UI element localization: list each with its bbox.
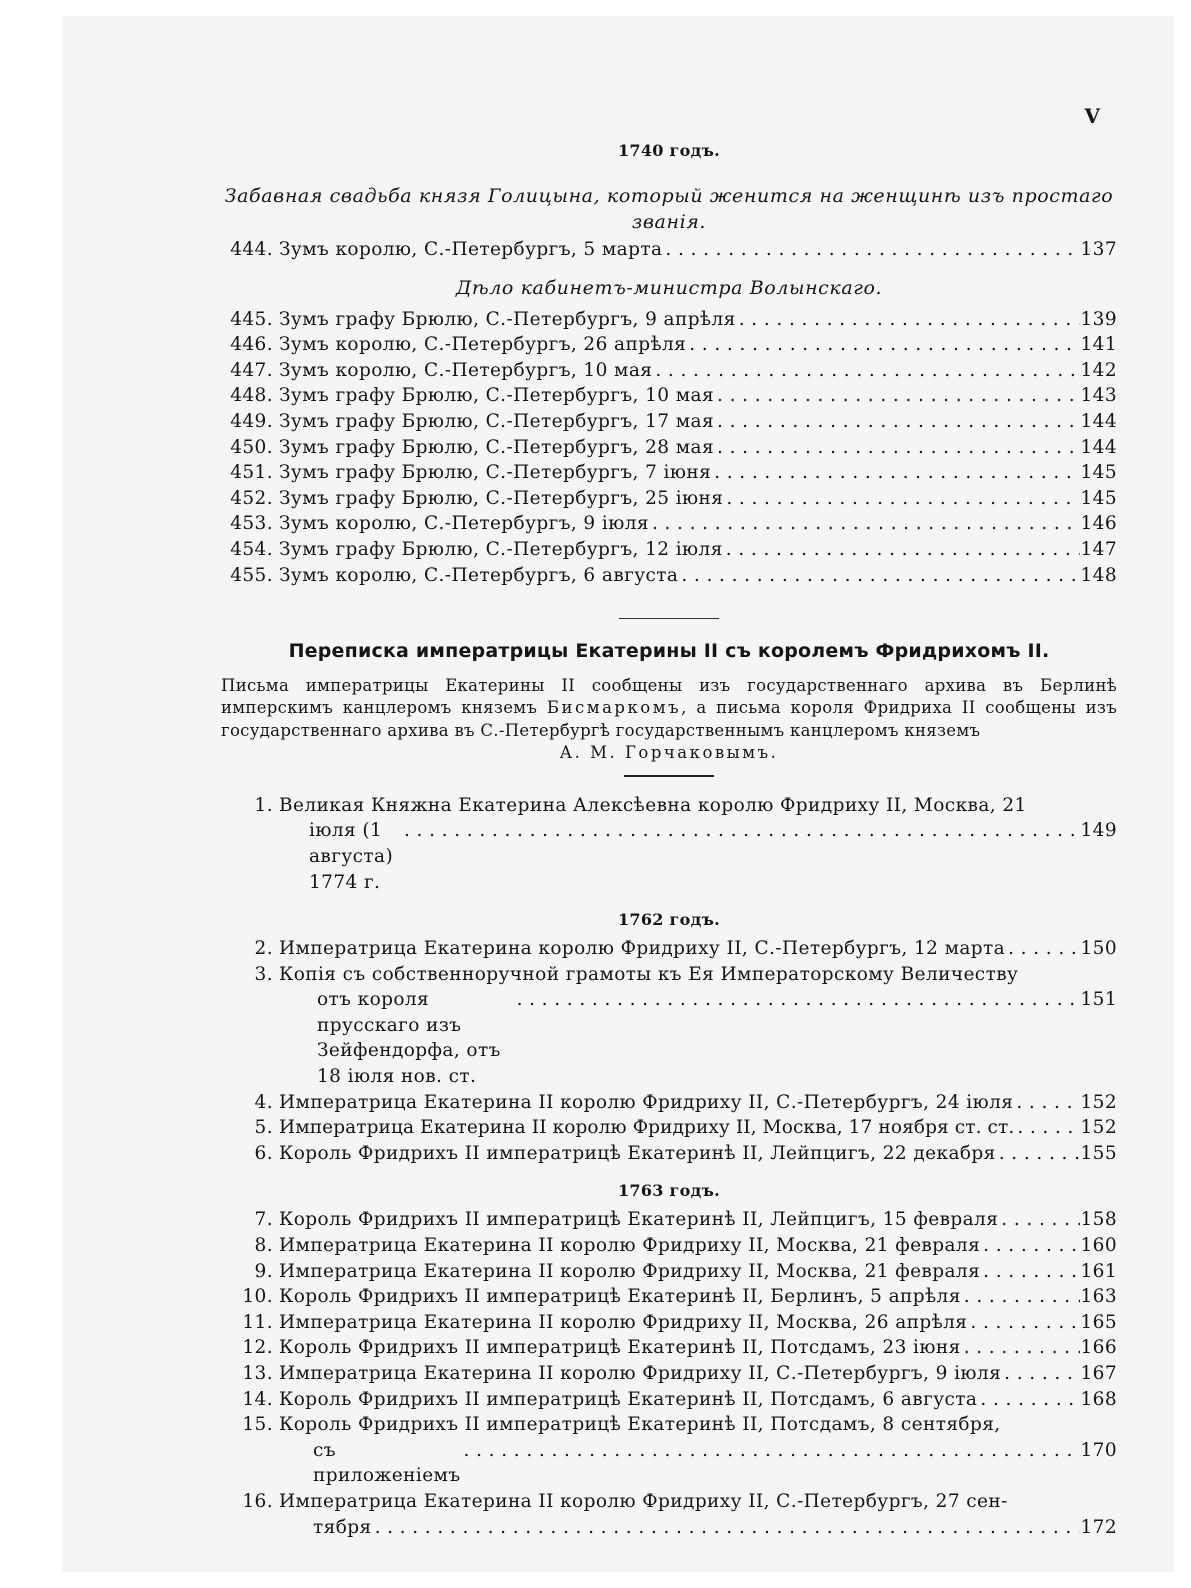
entry-title: Императрица Екатерина королю Фридриху II, С.-Петербургъ, 12 марта <box>279 938 1006 960</box>
entry-title: Зумъ королю, С.-Петербургъ, 5 марта <box>279 239 663 260</box>
year-heading: 1763 годъ. <box>617 1181 721 1201</box>
entry-title-cont: съ приложеніемъ <box>313 1439 461 1487</box>
entry-page: 158 <box>1080 1209 1117 1231</box>
dot-leader <box>714 383 1080 409</box>
toc-entry <box>221 1361 1117 1387</box>
toc-entry <box>221 1090 1117 1116</box>
dot-leader <box>723 537 1081 563</box>
entry-number: 14. <box>242 1388 273 1410</box>
toc-entry <box>221 332 1117 358</box>
dot-leader <box>686 332 1080 358</box>
dot-leader <box>652 358 1080 384</box>
entry-number: 454. <box>230 538 273 560</box>
dot-leader <box>967 1310 1080 1336</box>
entry-page: 144 <box>1080 410 1117 432</box>
entry-page: 150 <box>1080 938 1117 960</box>
entry-page: 146 <box>1080 513 1117 535</box>
entry-number: 452. <box>230 487 273 509</box>
dot-leader <box>980 1233 1080 1259</box>
entry-number: 4. <box>254 1091 273 1113</box>
toc-entry <box>221 1233 1117 1259</box>
entry-title: Зумъ графу Брюлю, С.-Петербургъ, 7 іюня <box>279 462 712 484</box>
entry-page: 172 <box>1080 1516 1117 1538</box>
entry-page: 151 <box>1080 989 1117 1011</box>
toc-entry <box>221 793 1117 895</box>
toc-entry <box>221 1412 1117 1489</box>
entry-page: 145 <box>1080 487 1117 509</box>
entry-number: 447. <box>230 359 273 381</box>
entry-page: 147 <box>1080 538 1117 560</box>
dot-leader <box>649 511 1081 537</box>
dot-leader <box>461 1438 1081 1464</box>
entry-number: 12. <box>242 1337 273 1359</box>
dot-leader <box>961 1335 1081 1361</box>
entry-number: 455. <box>230 564 273 586</box>
section-heading: Переписка императрицы Екатерины II съ королемъ Фридрихомъ II. <box>288 640 1050 663</box>
entry-number: 9. <box>254 1260 273 1282</box>
entry-page: 143 <box>1080 385 1117 407</box>
entry-page: 163 <box>1080 1286 1117 1308</box>
dot-leader <box>372 1515 1081 1541</box>
entry-title: Императрица Екатерина II королю Фридриху II, С.-Петербургъ, 24 іюля <box>279 1091 1014 1113</box>
entry-page: 152 <box>1080 1117 1117 1139</box>
entry-page: 139 <box>1080 308 1117 330</box>
year-heading: 1740 годъ. <box>617 141 721 160</box>
year-heading: 1762 годъ. <box>617 910 721 930</box>
entry-page: 165 <box>1080 1311 1117 1333</box>
entry-title: Король Фридрихъ II императрицѣ Екатеринѣ II, Берлинъ, 5 апрѣля <box>279 1286 961 1308</box>
entry-page: 161 <box>1080 1260 1117 1282</box>
dot-leader <box>401 818 1080 844</box>
toc-entry <box>221 307 1117 333</box>
entry-number: 15. <box>242 1414 273 1436</box>
entry-number: 445. <box>230 308 273 330</box>
entry-number: 8. <box>254 1235 273 1257</box>
subheading: Забавная свадьба князя Голицына, который женится на женщинѣ изъ простаго званія. <box>224 185 1114 233</box>
toc-entry <box>221 1141 1117 1167</box>
toc-entry <box>221 537 1117 563</box>
toc-entry <box>221 237 1117 263</box>
entry-number: 3. <box>254 963 273 985</box>
entry-number: 16. <box>242 1490 273 1512</box>
entry-number: 11. <box>242 1311 273 1333</box>
entry-number: 2. <box>254 938 273 960</box>
toc-entry <box>221 358 1117 384</box>
dot-leader <box>1005 936 1080 962</box>
dot-leader <box>723 486 1080 512</box>
toc-entry <box>221 1387 1117 1413</box>
toc-list <box>221 1207 1117 1412</box>
entry-title: Король Фридрихъ II императрицѣ Екатеринѣ II, Потсдамъ, 6 августа <box>279 1388 978 1410</box>
entry-page: 144 <box>1080 436 1117 458</box>
entry-title: Великая Княжна Екатерина Алексѣевна королю Фридриху II, Москва, 21 <box>279 794 1027 816</box>
entry-title: Зумъ графу Брюлю, С.-Петербургъ, 9 апрѣля <box>279 308 736 330</box>
dot-leader <box>736 307 1081 333</box>
dot-leader <box>514 987 1081 1013</box>
toc-entry <box>221 1115 1117 1141</box>
entry-title: Король Фридрихъ II императрицѣ Екатеринѣ II, Лейпцигъ, 15 февраля <box>279 1209 999 1231</box>
entry-title: Зумъ графу Брюлю, С.-Петербургъ, 10 мая <box>279 385 715 407</box>
entry-number: 446. <box>230 334 273 356</box>
entry-number: 5. <box>254 1117 273 1139</box>
entry-title: Копія съ собственноручной грамоты къ Ея Императорскому Величеству <box>279 963 1019 985</box>
dot-leader <box>678 563 1080 589</box>
entry-number: 13. <box>242 1363 273 1384</box>
entry-title: Зумъ графу Брюлю, С.-Петербургъ, 17 мая <box>279 410 715 432</box>
intro-name: Бисмаркомъ <box>546 698 682 718</box>
entry-number: 450. <box>230 436 273 458</box>
toc-entry <box>221 1284 1117 1310</box>
intro-text: Письма императрицы Екатерины II сообщены изъ государственнаго архива въ Берлинѣ имперскимъ канцлеромъ княземъ <box>221 675 1117 718</box>
toc-entry <box>221 383 1117 409</box>
entry-number: 451. <box>230 462 273 484</box>
entry-title: Зумъ королю, С.-Петербургъ, 10 мая <box>279 359 653 381</box>
entry-number: 10. <box>242 1286 273 1308</box>
entry-page: 141 <box>1080 334 1117 356</box>
intro-name: А. М. Горчаковымъ. <box>559 743 779 763</box>
intro-text: , а письма короля Фридриха II сообщены изъ государственнаго архива въ С.-Петербургѣ государственнымъ канцлеромъ княземъ <box>221 698 1118 740</box>
entry-title: Король Фридрихъ II императрицѣ Екатеринѣ II, Потсдамъ, 8 сентября, <box>279 1414 1001 1436</box>
dot-leader <box>714 435 1080 461</box>
entry-title-cont: іюля (1 августа) 1774 г. <box>309 820 394 893</box>
toc-entry <box>221 563 1117 589</box>
toc-entry <box>221 936 1117 962</box>
entry-number: 448. <box>230 385 273 407</box>
toc-entry <box>221 460 1117 486</box>
entry-number: 6. <box>254 1142 273 1164</box>
entry-page: 145 <box>1080 462 1117 484</box>
toc-entry <box>221 1207 1117 1233</box>
entry-title: Императрица Екатерина II королю Фридриху II, Москва, 21 февраля <box>279 1235 981 1257</box>
dot-leader <box>980 1259 1080 1285</box>
entry-number: 449. <box>230 410 273 432</box>
entry-number: 453. <box>230 513 273 535</box>
dot-leader <box>662 237 1080 263</box>
entry-page: 152 <box>1080 1091 1117 1113</box>
entry-title: Зумъ графу Брюлю, С.-Петербургъ, 12 іюля <box>279 538 723 560</box>
entry-title: Императрица Екатерина II королю Фридриху II, Москва, 21 февраля <box>279 1260 981 1282</box>
entry-title: Зумъ королю, С.-Петербургъ, 9 іюля <box>279 513 649 535</box>
entry-title: Зумъ графу Брюлю, С.-Петербургъ, 25 іюня <box>279 487 724 509</box>
toc-entry <box>221 435 1117 461</box>
entry-page: 149 <box>1080 820 1117 842</box>
entry-title-cont: отъ короля прусскаго изъ Зейфендорфа, отъ 18 іюля нов. ст. <box>317 989 501 1088</box>
entry-page: 142 <box>1080 359 1117 381</box>
entry-page: 137 <box>1080 239 1117 260</box>
dot-leader <box>977 1387 1080 1413</box>
entry-title: Зумъ графу Брюлю, С.-Петербургъ, 28 мая <box>279 436 715 458</box>
dot-leader <box>714 409 1080 435</box>
dot-leader <box>1014 1115 1080 1141</box>
dot-leader <box>711 460 1080 486</box>
toc-entry <box>221 409 1117 435</box>
toc-list <box>221 307 1117 589</box>
entry-page: 155 <box>1080 1142 1117 1164</box>
entry-page: 166 <box>1080 1337 1117 1359</box>
toc-entry <box>221 486 1117 512</box>
entry-page: 167 <box>1080 1363 1117 1384</box>
toc-entry <box>221 962 1117 1090</box>
document-page <box>62 16 1174 1572</box>
entry-title: Король Фридрихъ II императрицѣ Екатеринѣ II, Лейпцигъ, 22 декабря <box>279 1142 996 1164</box>
entry-number: 7. <box>254 1209 273 1231</box>
dot-leader <box>996 1141 1081 1167</box>
entry-title: Зумъ королю, С.-Петербургъ, 6 августа <box>279 564 679 586</box>
toc-entry <box>221 1310 1117 1336</box>
entry-title: Императрица Екатерина II королю Фридриху II, С.-Петербургъ, 9 іюля <box>279 1363 1002 1384</box>
toc-entry <box>221 511 1117 537</box>
dot-leader <box>1001 1361 1080 1387</box>
entry-page: 160 <box>1080 1235 1117 1257</box>
toc-entry <box>221 1489 1117 1540</box>
entry-title: Императрица Екатерина II королю Фридриху II, Москва, 26 апрѣля <box>279 1311 968 1333</box>
subheading: Дѣло кабинетъ-министра Волынскаго. <box>455 276 883 299</box>
toc-content <box>221 16 1117 1540</box>
dot-leader <box>961 1284 1081 1310</box>
entry-number: 444. <box>230 239 273 260</box>
entry-page: 148 <box>1080 564 1117 586</box>
intro-paragraph <box>221 675 1117 765</box>
entry-number: 1. <box>254 794 273 816</box>
entry-title: Императрица Екатерина II королю Фридриху II, С.-Петербургъ, 27 сен- <box>279 1490 1008 1512</box>
entry-title-cont: тября <box>313 1516 372 1538</box>
page-number: V <box>1084 104 1100 128</box>
entry-title: Зумъ королю, С.-Петербургъ, 26 апрѣля <box>279 334 687 356</box>
entry-title: Императрица Екатерина II королю Фридриху II, Москва, 17 ноября ст. ст. <box>279 1117 1015 1139</box>
dot-leader <box>1013 1090 1080 1116</box>
entry-page: 168 <box>1080 1388 1117 1410</box>
entry-title: Король Фридрихъ II императрицѣ Екатеринѣ II, Потсдамъ, 23 іюня <box>279 1337 961 1359</box>
entry-page: 170 <box>1080 1439 1117 1461</box>
toc-entry <box>221 1335 1117 1361</box>
dot-leader <box>998 1207 1080 1233</box>
toc-entry <box>221 1259 1117 1285</box>
